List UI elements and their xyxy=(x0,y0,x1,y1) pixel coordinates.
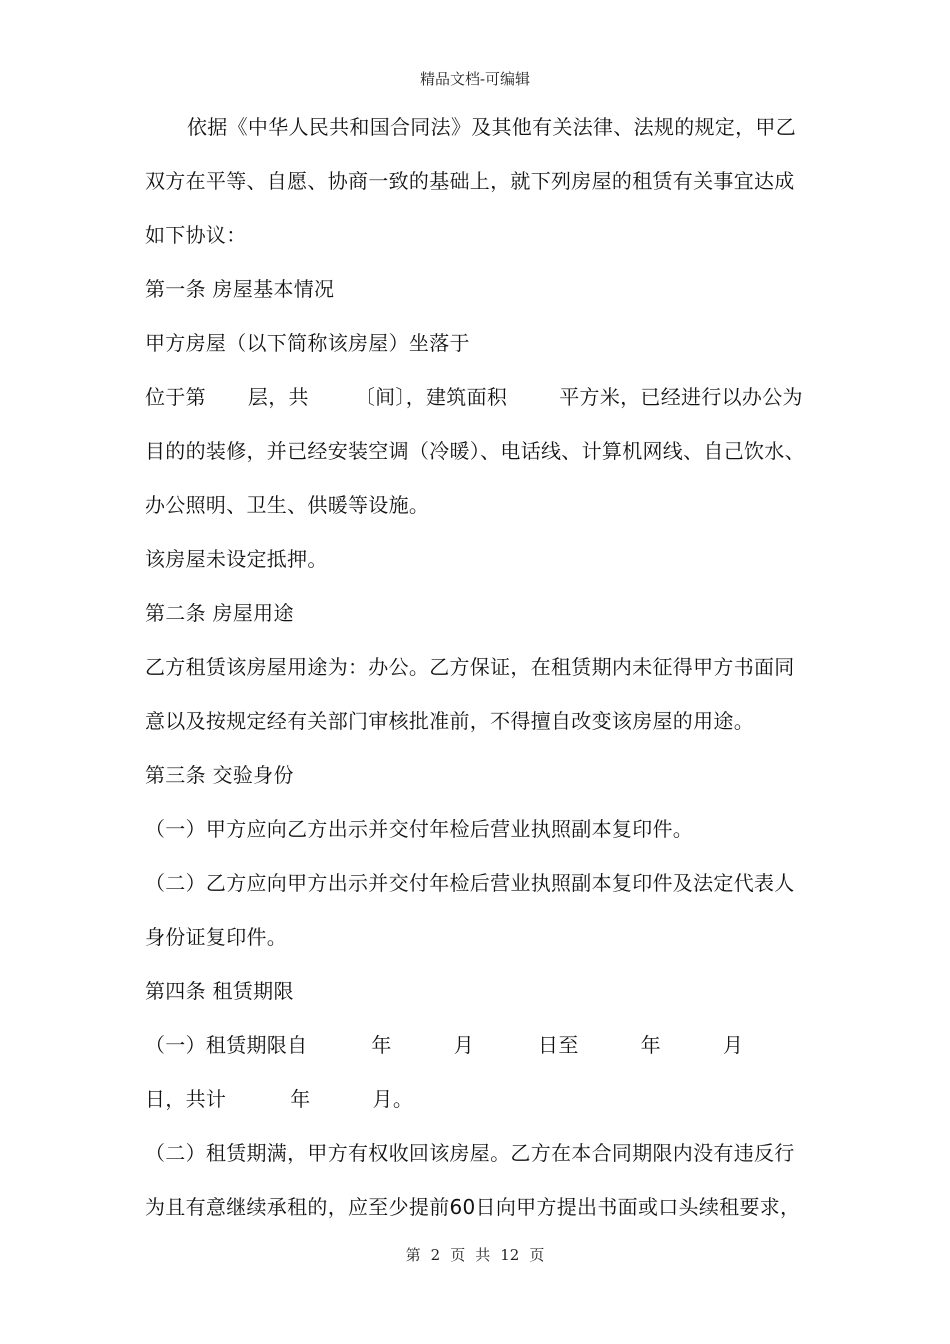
text-fragment: 年 xyxy=(290,1087,311,1111)
text-fragment: 月 xyxy=(453,1033,475,1057)
footer-prefix: 第 xyxy=(405,1246,421,1264)
footer-total-word: 共 xyxy=(475,1246,491,1264)
article-title: 第一条 房屋基本情况 xyxy=(145,277,335,301)
paragraph-line: 办公照明、卫生、供暖等设施。 xyxy=(145,493,430,517)
document-body xyxy=(145,100,815,1234)
paragraph-line: 双方在平等、自愿、协商一致的基础上，就下列房屋的租赁有关事宜达成 xyxy=(145,169,795,193)
paragraph-line: 目的的装修，并已经安装空调（冷暖）、电话线、计算机网线、自己饮水、 xyxy=(145,439,805,463)
text-fragment: 层，共 xyxy=(247,385,309,409)
text-fragment: 月 xyxy=(722,1033,744,1057)
footer-page-word: 页 xyxy=(450,1246,466,1264)
page-header: 精品文档-可编辑 xyxy=(419,70,531,88)
paragraph-line xyxy=(145,1072,815,1126)
paragraph-line: 身份证复印件。 xyxy=(145,925,288,949)
text-fragment: 日，共计 xyxy=(145,1087,227,1111)
paragraph-line: 意以及按规定经有关部门审核批准前，不得擅自改变该房屋的用途。 xyxy=(145,709,754,733)
paragraph-line: （二）乙方应向甲方出示并交付年检后营业执照副本复印件及法定代表人 xyxy=(145,871,795,895)
footer-suffix: 页 xyxy=(529,1246,545,1264)
page-total: 12 xyxy=(500,1246,520,1264)
paragraph-line xyxy=(145,370,815,424)
article-title: 第三条 交验身份 xyxy=(145,763,294,787)
paragraph-line xyxy=(145,1018,815,1072)
article-title: 第四条 租赁期限 xyxy=(145,979,294,1003)
text-fragment: 日至 xyxy=(538,1033,579,1057)
text-fragment: 〔间〕，建筑面积 xyxy=(354,385,508,409)
page-footer xyxy=(0,1245,950,1265)
article-title: 第二条 房屋用途 xyxy=(145,601,294,625)
text-fragment: （一）租赁期限自 xyxy=(145,1033,308,1057)
paragraph-line: 乙方租赁该房屋用途为：办公。乙方保证，在租赁期内未征得甲方书面同 xyxy=(145,655,795,679)
paragraph-line: 为且有意继续承租的，应至少提前60日向甲方提出书面或口头续租要求， xyxy=(145,1195,801,1219)
page-number: 2 xyxy=(430,1246,441,1264)
paragraph-line: （一）甲方应向乙方出示并交付年检后营业执照副本复印件。 xyxy=(145,817,694,841)
paragraph-line: （二）租赁期满，甲方有权收回该房屋。乙方在本合同期限内没有违反行 xyxy=(145,1141,795,1165)
text-fragment: 年 xyxy=(371,1033,392,1057)
text-fragment: 月。 xyxy=(372,1087,414,1111)
paragraph-line: 如下协议： xyxy=(145,223,247,247)
text-fragment: 位于第 xyxy=(145,385,206,409)
paragraph-line: 甲方房屋（以下简称该房屋）坐落于 xyxy=(145,331,470,355)
text-fragment: 年 xyxy=(640,1033,661,1057)
paragraph-line: 该房屋未设定抵押。 xyxy=(145,547,328,571)
paragraph-line: 依据《中华人民共和国合同法》及其他有关法律、法规的规定，甲乙 xyxy=(187,115,796,139)
text-fragment: 平方米，已经进行以办公为 xyxy=(559,385,803,409)
